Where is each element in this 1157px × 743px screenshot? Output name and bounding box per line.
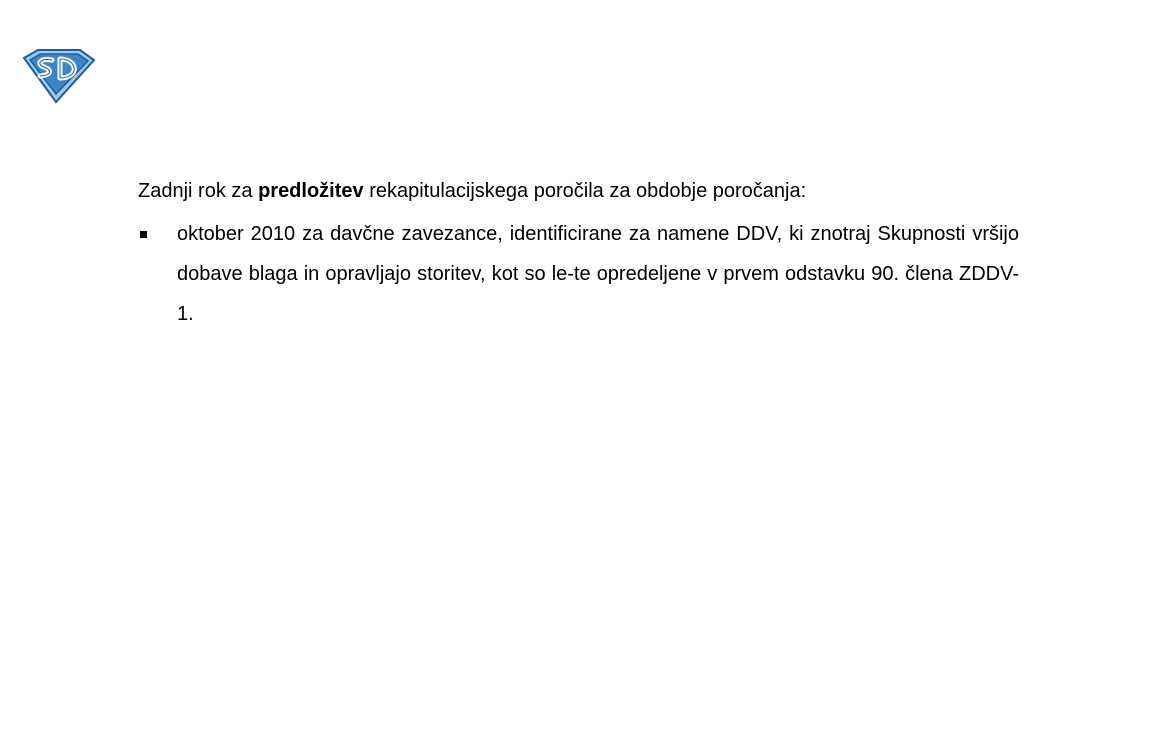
- square-bullet-icon: [140, 231, 147, 238]
- sd-logo-graphic: [22, 48, 96, 104]
- deadline-list: [138, 214, 1019, 334]
- intro-bold-term: predložitev: [258, 180, 364, 202]
- intro-text-after: rekapitulacijskega poročila za obdobje poročanja:: [363, 180, 807, 202]
- list-item-text: oktober 2010 za davčne zavezance, identificirane za namene DDV, ki znotraj Skupnosti vršijo dobave blaga in opravljajo storitev, kot so le-te opredeljene v prvem odstavku 90. člena ZDDV-1.: [177, 223, 1019, 325]
- intro-text-before: Zadnji rok za: [138, 180, 259, 202]
- deadline-intro: [138, 176, 1019, 206]
- sd-shield-logo-icon: [22, 48, 96, 104]
- document-content: [138, 176, 1019, 334]
- list-item: [138, 214, 1019, 334]
